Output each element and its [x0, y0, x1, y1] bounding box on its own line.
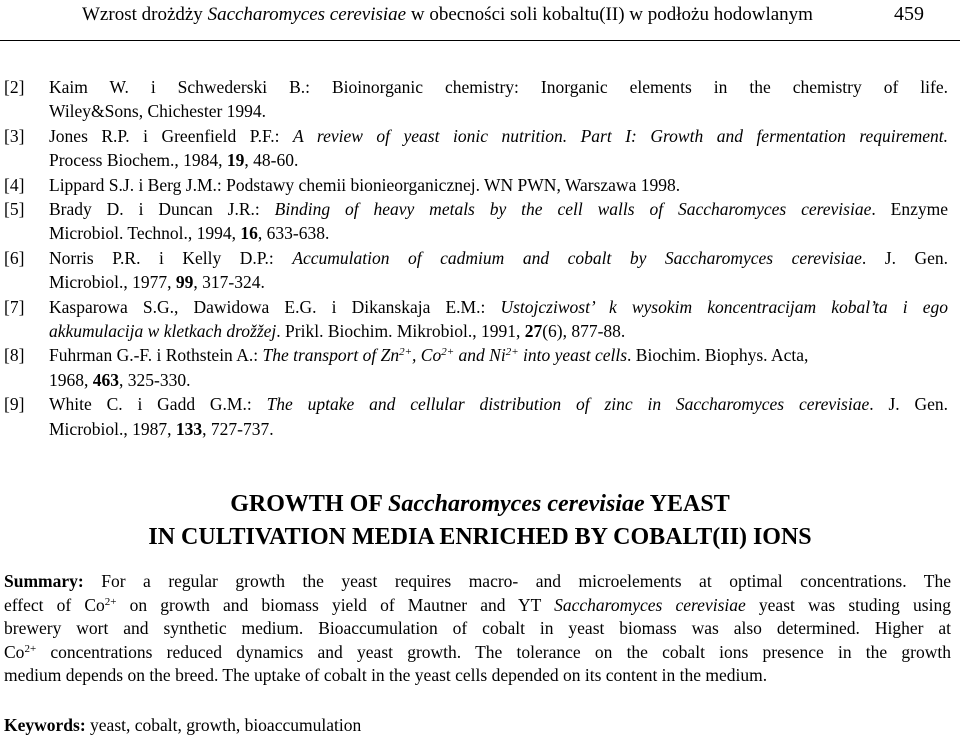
title-species: Saccharomyces cerevisiae	[388, 491, 645, 517]
reference-line	[0, 343, 960, 367]
reference-title: Ustojcziwost’ k wysokim koncentracijam kobal’ta i ego	[500, 296, 948, 317]
reference-journal: Microbiol. Technol., 1994,	[49, 223, 241, 244]
summary-line	[4, 641, 951, 665]
running-title	[82, 4, 813, 26]
english-title-line: IN CULTIVATION MEDIA ENRICHED BY COBALT(II) IONS	[148, 524, 812, 550]
reference-number: [8]	[4, 345, 25, 366]
reference-title-part: The transport of Zn	[262, 345, 400, 366]
reference-number: [3]	[4, 125, 25, 146]
summary-label: Summary:	[4, 571, 84, 591]
ion-charge: 2+	[399, 346, 413, 359]
reference-authors: Fuhrman G.-F. i Rothstein A.:	[49, 345, 263, 366]
reference-number: [2]	[4, 77, 25, 97]
reference-title: Binding of heavy metals by the cell walls of Saccharomyces cerevisiae	[274, 199, 872, 220]
summary-paragraph	[4, 570, 951, 688]
reference-journal: . J. Gen.	[861, 247, 949, 268]
ion-charge: 2+	[24, 642, 37, 655]
reference-journal: . Enzyme	[871, 199, 948, 220]
summary-text: Co	[4, 641, 25, 662]
summary-text: yeast was studing using	[745, 594, 951, 615]
keywords-text: yeast, cobalt, growth, bioaccumulation	[85, 715, 362, 735]
reference-title: Accumulation of cadmium and cobalt by Saccharomyces cerevisiae	[292, 247, 862, 268]
reference-volume: 16	[240, 223, 258, 244]
reference-item	[0, 392, 960, 441]
summary-text: concentrations reduced dynamics and yeast growth. The tolerance on the cobalt ions presence in the growth	[36, 641, 951, 662]
reference-line	[0, 368, 960, 392]
summary-species: Saccharomyces cerevisiae	[554, 594, 746, 615]
reference-number: [4]	[4, 174, 25, 195]
reference-volume: 27	[524, 321, 543, 342]
running-title-species: Saccharomyces cerevisiae	[207, 4, 407, 25]
reference-line	[0, 319, 960, 343]
reference-volume: 463	[92, 369, 119, 390]
keywords-label: Keywords:	[4, 715, 86, 735]
reference-pages: , 317-324.	[193, 272, 265, 293]
keywords	[4, 715, 361, 736]
reference-authors: Kasparowa S.G., Dawidowa E.G. i Dikanskaja E.M.:	[49, 296, 501, 317]
reference-line	[0, 197, 948, 221]
reference-item	[0, 75, 960, 124]
english-title-line	[0, 488, 960, 521]
reference-authors: Jones R.P. i Greenfield P.F.:	[49, 125, 294, 146]
reference-line	[0, 270, 960, 294]
reference-title	[262, 345, 627, 365]
reference-pages: , 727-737.	[202, 418, 274, 439]
reference-line	[0, 246, 948, 270]
title-text: YEAST	[644, 491, 730, 517]
reference-pages: , 325-330.	[119, 369, 191, 390]
running-title-text-end: w obecności soli kobaltu(II) w podłożu hodowlanym	[406, 4, 813, 25]
reference-journal: 1968,	[49, 369, 93, 390]
summary-line: brewery wort and synthetic medium. Bioaccumulation of cobalt in yeast biomass was also determined. Higher at	[4, 618, 951, 638]
reference-number: [5]	[4, 199, 25, 220]
running-header	[0, 0, 960, 41]
ion-charge: 2+	[441, 346, 455, 359]
reference-volume: 133	[175, 418, 203, 439]
title-text: GROWTH OF	[230, 491, 389, 517]
reference-line	[0, 295, 948, 319]
reference-line	[0, 417, 960, 441]
reference-pages: , 48-60.	[244, 150, 299, 171]
summary-line: medium depends on the breed. The uptake of cobalt in the yeast cells depended on its content in the medium.	[4, 665, 768, 685]
reference-line: Kaim W. i Schwederski B.: Bioinorganic chemistry: Inorganic elements in the chemistry of life.	[49, 77, 948, 97]
reference-line	[0, 124, 948, 148]
reference-list	[0, 75, 960, 441]
summary-line	[4, 570, 951, 594]
reference-volume: 19	[226, 150, 245, 171]
reference-item	[0, 343, 960, 392]
reference-line	[0, 221, 960, 245]
reference-item	[0, 295, 960, 344]
reference-title-part: and Ni	[454, 345, 506, 366]
reference-volume: 99	[175, 272, 194, 293]
summary-line	[4, 594, 951, 618]
reference-authors: White C. i Gadd G.M.:	[49, 394, 267, 415]
ion-charge: 2+	[505, 346, 519, 359]
reference-journal: Microbiol., 1987,	[49, 418, 176, 439]
page-number: 459	[894, 3, 924, 25]
summary-text: on growth and biomass yield of Mautner and YT	[116, 594, 555, 615]
reference-item	[0, 246, 960, 295]
reference-item	[0, 173, 960, 197]
reference-journal: . Prikl. Biochim. Mikrobiol., 1991,	[276, 321, 525, 342]
summary-text: effect of Co	[4, 594, 105, 615]
reference-line	[0, 392, 948, 416]
reference-item	[0, 124, 960, 173]
reference-number: [6]	[4, 247, 25, 268]
reference-pages: (6), 877-88.	[542, 321, 626, 342]
reference-title-part: into yeast cells	[518, 345, 628, 366]
reference-number: [9]	[4, 394, 25, 415]
reference-journal: . Biochim. Biophys. Acta,	[627, 345, 809, 366]
reference-number: [7]	[4, 296, 25, 317]
english-title	[0, 488, 960, 554]
reference-pages: , 633-638.	[257, 223, 330, 244]
reference-line: Wiley&Sons, Chichester 1994.	[49, 101, 267, 122]
reference-authors: Norris P.R. i Kelly D.P.:	[49, 247, 293, 268]
reference-journal: . J. Gen.	[869, 394, 948, 415]
ion-charge: 2+	[104, 595, 117, 608]
reference-journal: Microbiol., 1977,	[49, 272, 176, 293]
reference-authors: Brady D. i Duncan J.R.:	[49, 199, 275, 220]
reference-title: The uptake and cellular distribution of zinc in Saccharomyces cerevisiae	[266, 394, 870, 415]
reference-item	[0, 197, 960, 246]
reference-journal: Process Biochem., 1984,	[49, 150, 227, 171]
summary-text: For a regular growth the yeast requires macro- and microelements at optimal concentrations. The	[83, 571, 951, 591]
running-title-text: Wzrost drożdży	[82, 4, 208, 25]
reference-title-part: , Co	[412, 345, 442, 366]
reference-line: Lippard S.J. i Berg J.M.: Podstawy chemii bionieorganicznej. WN PWN, Warszawa 1998.	[49, 174, 681, 195]
reference-title: A review of yeast ionic nutrition. Part I: Growth and fermentation requirement.	[293, 125, 948, 146]
reference-title: akkumulacija w kletkach drožžej	[49, 321, 277, 342]
reference-line	[0, 148, 960, 172]
